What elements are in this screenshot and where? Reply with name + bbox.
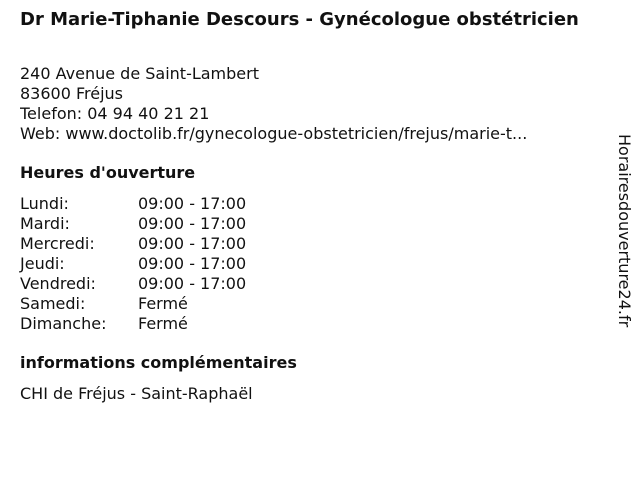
city-address: 83600 Fréjus — [20, 84, 124, 103]
day-label: Dimanche: — [20, 314, 107, 333]
day-label: Vendredi: — [20, 274, 96, 293]
time-value: Fermé — [138, 314, 188, 333]
info-text: CHI de Fréjus - Saint-Raphaël — [20, 384, 253, 403]
hours-row-friday — [20, 274, 246, 294]
time-value: 09:00 - 17:00 — [138, 274, 247, 293]
time-value: 09:00 - 17:00 — [138, 214, 247, 233]
day-label: Mercredi: — [20, 234, 95, 253]
street-address: 240 Avenue de Saint-Lambert — [20, 64, 259, 83]
hours-row-tuesday — [20, 214, 246, 234]
day-label: Samedi: — [20, 294, 86, 313]
phone-number[interactable]: Telefon: 04 94 40 21 21 — [20, 104, 210, 123]
day-label: Mardi: — [20, 214, 70, 233]
site-watermark: Horairesdouverture24.fr — [615, 134, 634, 328]
time-value: 09:00 - 17:00 — [138, 254, 247, 273]
hours-heading: Heures d'ouverture — [20, 163, 196, 182]
hours-row-wednesday — [20, 234, 246, 254]
day-label: Lundi: — [20, 194, 69, 213]
hours-table — [20, 194, 246, 334]
hours-row-monday — [20, 194, 246, 214]
website-link[interactable]: Web: www.doctolib.fr/gynecologue-obstetricien/frejus/marie-t... — [20, 124, 528, 143]
day-label: Jeudi: — [20, 254, 65, 273]
time-value: 09:00 - 17:00 — [138, 234, 247, 253]
hours-row-thursday — [20, 254, 246, 274]
info-heading: informations complémentaires — [20, 353, 297, 372]
address-block — [20, 64, 600, 144]
page-title: Dr Marie-Tiphanie Descours - Gynécologue obstétricien — [20, 9, 579, 30]
time-value: 09:00 - 17:00 — [138, 194, 247, 213]
hours-row-saturday — [20, 294, 246, 314]
time-value: Fermé — [138, 294, 188, 313]
hours-row-sunday — [20, 314, 246, 334]
